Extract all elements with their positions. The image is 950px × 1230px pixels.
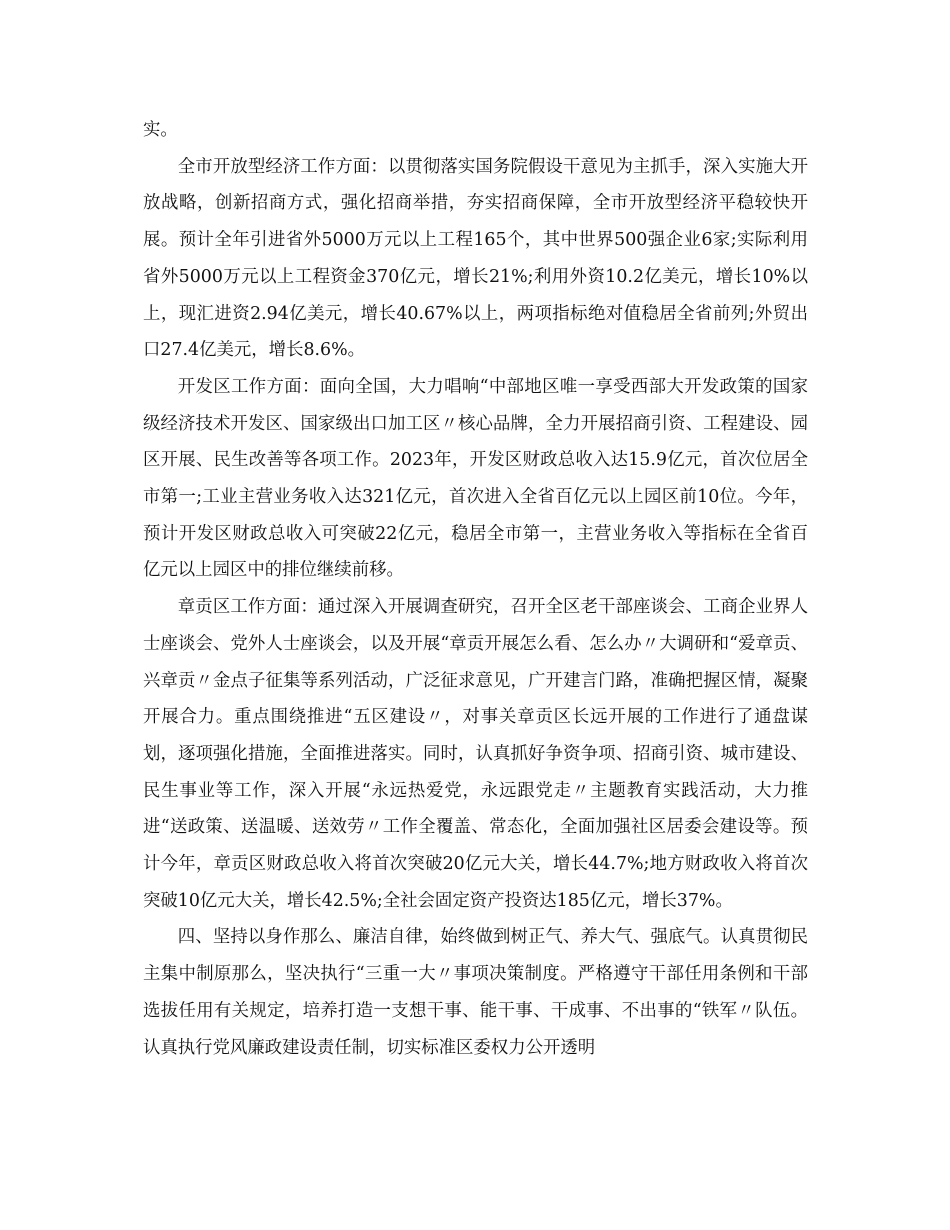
paragraph-open-economy: 全市开放型经济工作方面：以贯彻落实国务院假设干意见为主抓手，深入实施大开放战略，创新招商方式，强化招商举措，夯实招商保障，全市开放型经济平稳较快开展。预计全年引进省外5000万元以上工程165个，其中世界500强企业6家;实际利用省外5000万元以上工程资金370亿元，增长21%;利用外资10.2亿美元，增长10%以上，现汇进资2.94亿美元，增长40.67%以上，两项指标绝对值稳居全省前列;外贸出口27.4亿美元，增长8.6%。 — [143, 156, 808, 361]
document-page — [143, 112, 808, 1066]
paragraph-development-zone: 开发区工作方面：面向全国，大力唱响“中部地区唯一享受西部大开发政策的国家级经济技术开发区、国家级出口加工区〃核心品牌，全力开展招商引资、工程建设、园区开展、民生改善等各项工作。2023年，开发区财政总收入达15.9亿元，首次位居全市第一;工业主营业务收入达321亿元，首次进入全省百亿元以上园区前10位。今年，预计开发区财政总收入可突破22亿元，稳居全市第一，主营业务收入等指标在全省百亿元以上园区中的排位继续前移。 — [143, 376, 808, 581]
paragraph-zhanggong-district: 章贡区工作方面：通过深入开展调查研究，召开全区老干部座谈会、工商企业界人士座谈会、党外人士座谈会，以及开展“章贡开展怎么看、怎么办〃大调研和“爱章贡、兴章贡〃金点子征集等系列活动，广泛征求意见，广开建言门路，准确把握区情，凝聚开展合力。重点围绕推进“五区建设〃，对事关章贡区长远开展的工作进行了通盘谋划，逐项强化措施，全面推进落实。同时，认真抓好争资争项、招商引资、城市建设、民生事业等工作，深入开展“永远热爱党，永远跟党走〃主题教育实践活动，大力推进“送政策、送温暖、送效劳〃工作全覆盖、常态化，全面加强社区居委会建设等。预计今年，章贡区财政总收入将首次突破20亿元大关，增长44.7%;地方财政收入将首次突破10亿元大关，增长42.5%;全社会固定资产投资达185亿元，增长37%。 — [143, 597, 808, 911]
paragraph-continuation: 实。 — [143, 120, 178, 140]
paragraph-integrity: 四、坚持以身作那么、廉洁自律，始终做到树正气、养大气、强底气。认真贯彻民主集中制原那么，坚决执行“三重一大〃事项决策制度。严格遵守干部任用条例和干部选拔任用有关规定，培养打造一支想干事、能干事、干成事、不出事的“铁军〃队伍。认真执行党风廉政建设责任制，切实标准区委权力公开透明 — [143, 927, 808, 1058]
